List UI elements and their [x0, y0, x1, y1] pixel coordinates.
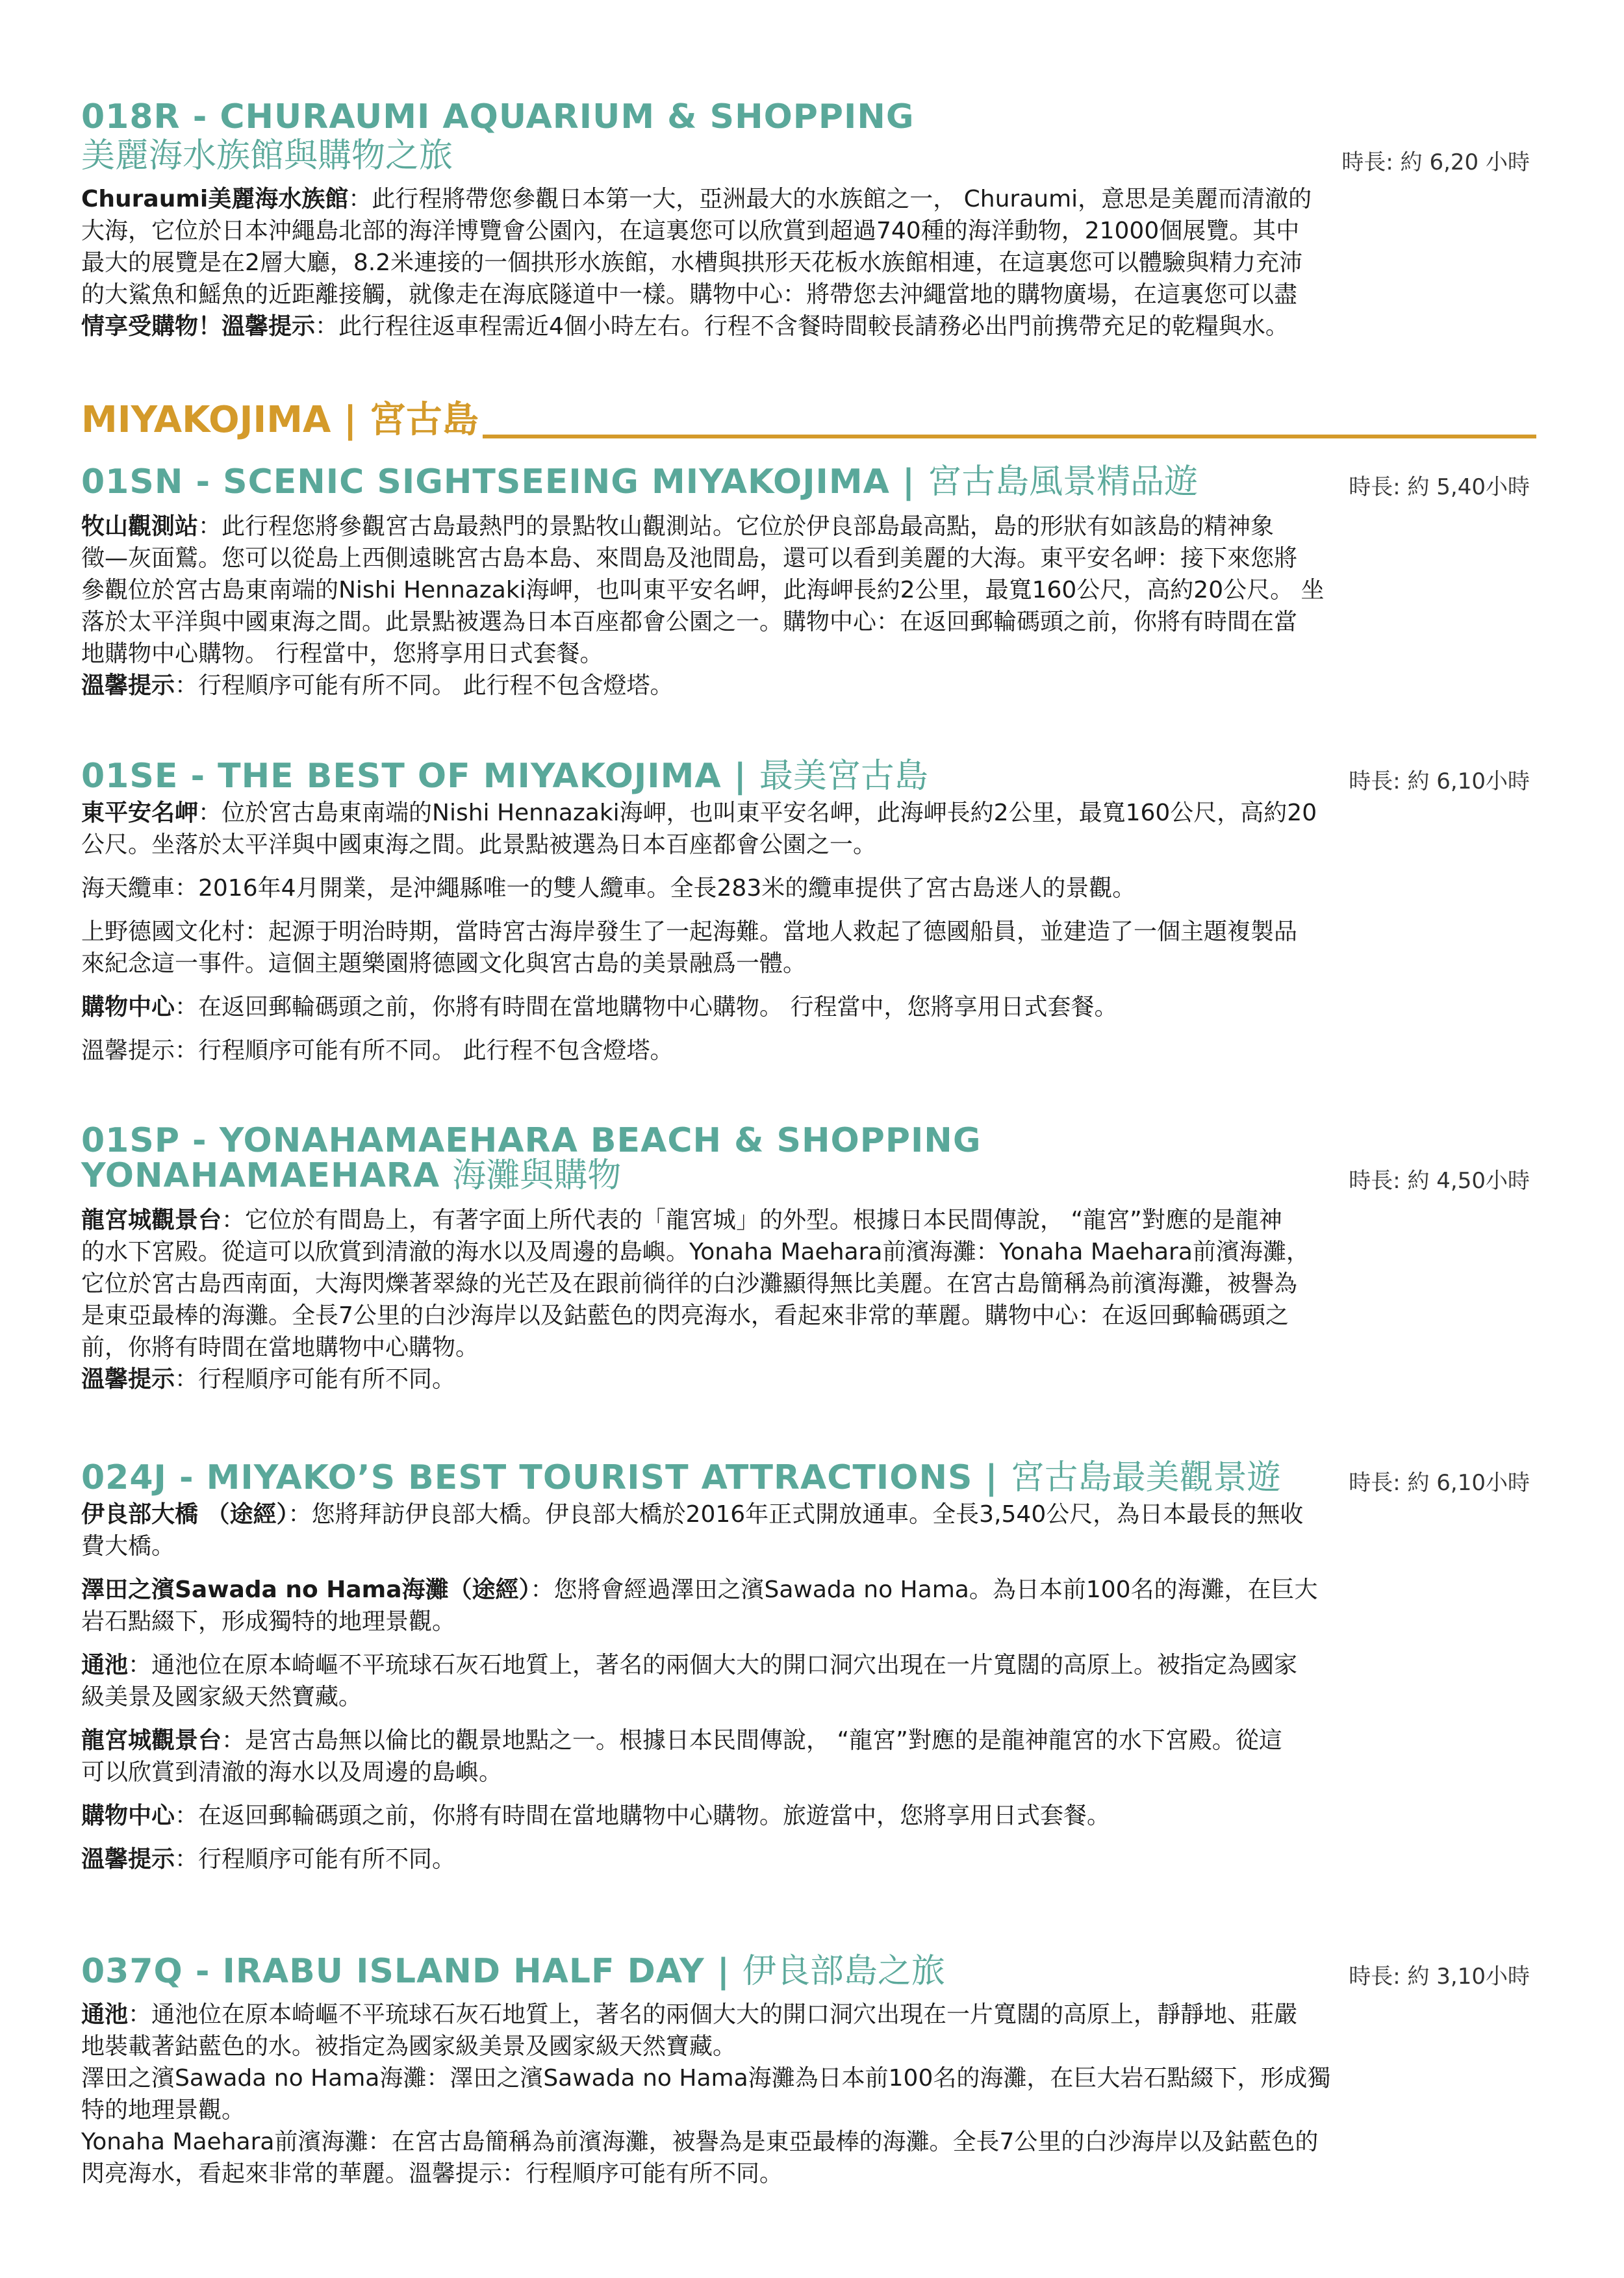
tour-01se — [81, 757, 1530, 1067]
tour-duration: 時長: 約 3,10小時 — [1349, 1964, 1530, 1990]
tour-018r — [81, 97, 1530, 342]
tour-title-zh: 美麗海水族館與購物之旅 — [81, 136, 453, 175]
tour-title: 01SN - SCENIC SIGHTSEEING MIYAKOJIMA | 宮古島風景精品遊 — [81, 462, 1199, 501]
tour-title: 037Q - IRABU ISLAND HALF DAY | 伊良部島之旅 — [81, 1952, 945, 1991]
region-label: MIYAKOJIMA | 宮古島 — [81, 398, 483, 443]
tour-title: 018R - CHURAUMI AQUARIUM & SHOPPING — [81, 97, 915, 136]
tour-description: 通池：通池位在原本崎嶇不平琉球石灰石地質上，著名的兩個大大的開口洞穴出現在一片寬闊的高原上，靜靜地、莊嚴 地裝載著鈷藍色的水。被指定為國家級美景及國家級天然寶藏。 澤田之濱Sawada no Hama海灘：澤田之濱Sawada no Hama海灘為日本前100名的海灘，在巨大岩石點綴下，形成獨 特的地理景觀。 Yonaha Maehara前濱海灘：在宮古島簡稱為前濱海灘，被譽為是東亞最棒的海灘。全長7公里的白沙海岸以及鈷藍色的 閃亮海水，看起來非常的華麗。溫馨提示：行程順序可能有所不同。 — [81, 2001, 1331, 2187]
tour-description: 龍宮城觀景台：它位於有間島上，有著字面上所代表的「龍宮城」的外型。根據日本民間傳說， “龍宮”對應的是龍神 的水下宮殿。從這可以欣賞到清澈的海水以及周邊的島嶼。Yonaha Maehara前濱海灘：Yonaha Maehara前濱海灘， 它位於宮古島西南面，大海閃爍著翠綠的光芒及在跟前徜徉的白沙灘顯得無比美麗。在宮古島簡稱為前濱海灘，被譽為 是東亞最棒的海灘。全長7公里的白沙海岸以及鈷藍色的閃亮海水，看起來非常的華麗。購物中心：在返回郵輪碼頭之 前，你將有時間在當地購物中心購物。 溫馨提示：行程順序可能有所不同。 — [81, 1207, 1310, 1393]
tour-duration: 時長: 約 6,10小時 — [1349, 768, 1530, 794]
tour-description: 東平安名岬：位於宮古島東南端的Nishi Hennazaki海岬，也叫東平安名岬，此海岬長約2公里，最寬160公尺，高約20 公尺。坐落於太平洋與中國東海之間。此景點被選為日本百座都會公園之一。 海天纜車：2016年4月開業，是沖繩縣唯一的雙人纜車。全長283米的纜車提供了宮古島迷人的景觀。 上野德國文化村：起源于明治時期，當時宮古海岸發生了一起海難。當地人救起了德國船員，並建造了一個主題複製品 來紀念這一事件。這個主題樂園將德國文化與宮古島的美景融爲一體。 購物中心：在返回郵輪碼頭之前，你將有時間在當地購物中心購物。 行程當中，您將享用日式套餐。 溫馨提示：行程順序可能有所不同。 此行程不包含燈塔。 — [81, 800, 1317, 1064]
tour-024j — [81, 1458, 1530, 1875]
tour-duration: 時長: 約 5,40小時 — [1349, 474, 1530, 500]
tour-01sp — [81, 1121, 1530, 1395]
tour-duration: 時長: 約 6,20 小時 — [1341, 149, 1530, 175]
tour-title: 01SE - THE BEST OF MIYAKOJIMA | 最美宮古島 — [81, 757, 928, 796]
tour-037q — [81, 1952, 1530, 2190]
tour-01sn — [81, 462, 1530, 702]
tour-duration: 時長: 約 4,50小時 — [1349, 1168, 1530, 1194]
tour-description: 牧山觀測站：此行程您將參觀宮古島最熱門的景點牧山觀測站。它位於伊良部島最高點，島的形狀有如該島的精神象 徵—灰面鷲。您可以從島上西側遠眺宮古島本島、來間島及池間島，還可以看到美麗的大海。東平安名岬：接下來您將 參觀位於宮古島東南端的Nishi Hennazaki海岬，也叫東平安名岬，此海岬長約2公里，最寬160公尺，高約20公尺。 坐 落於太平洋與中國東海之間。此景點被選為日本百座都會公園之一。購物中心：在返回郵輪碼頭之前，你將有時間在當 地購物中心購物。 行程當中，您將享用日式套餐。 溫馨提示：行程順序可能有所不同。 此行程不包含燈塔。 — [81, 513, 1325, 699]
tour-description: Churaumi美麗海水族館：此行程將帶您參觀日本第一大，亞洲最大的水族館之一， Churaumi，意思是美麗而清澈的 大海，它位於日本沖繩島北部的海洋博覽會公園內，在這裏您可以欣賞到超過740種的海洋動物，21000個展覽。其中 最大的展覽是在2層大廳，8.2米連接的一個拱形水族館，水槽與拱形天花板水族館相連，在這裏您可以體驗與精力充沛 的大鯊魚和鰩魚的近距離接觸，就像走在海底隧道中一樣。購物中心：將帶您去沖繩當地的購物廣場，在這裏您可以盡 情享受購物！溫馨提示：此行程往返車程需近4個小時左右。行程不含餐時間較長請務必出門前携帶充足的乾糧與水。 — [81, 186, 1312, 340]
region-header — [81, 398, 1536, 449]
tour-title: 01SP - YONAHAMAEHARA BEACH & SHOPPING — [81, 1121, 982, 1160]
tour-duration: 時長: 約 6,10小時 — [1349, 1470, 1530, 1496]
tour-description: 伊良部大橋 （途經）：您將拜訪伊良部大橋。伊良部大橋於2016年正式開放通車。全長3,540公尺，為日本最長的無收 費大橋。 澤田之濱Sawada no Hama海灘（途經）：您將會經過澤田之濱Sawada no Hama。為日本前100名的海灘，在巨大 岩石點綴下，形成獨特的地理景觀。 通池：通池位在原本崎嶇不平琉球石灰石地質上，著名的兩個大大的開口洞穴出現在一片寬闊的高原上。被指定為國家 級美景及國家級天然寶藏。 龍宮城觀景台：是宮古島無以倫比的觀景地點之一。根據日本民間傳說， “龍宮”對應的是龍神龍宮的水下宮殿。從這 可以欣賞到清澈的海水以及周邊的島嶼。 購物中心：在返回郵輪碼頭之前，你將有時間在當地購物中心購物。旅遊當中，您將享用日式套餐。 溫馨提示：行程順序可能有所不同。 — [81, 1501, 1318, 1873]
tour-title-line2: YONAHAMAEHARA 海灘與購物 — [81, 1156, 622, 1195]
tour-title: 024J - MIYAKO’S BEST TOURIST ATTRACTIONS | 宮古島最美觀景遊 — [81, 1458, 1281, 1497]
